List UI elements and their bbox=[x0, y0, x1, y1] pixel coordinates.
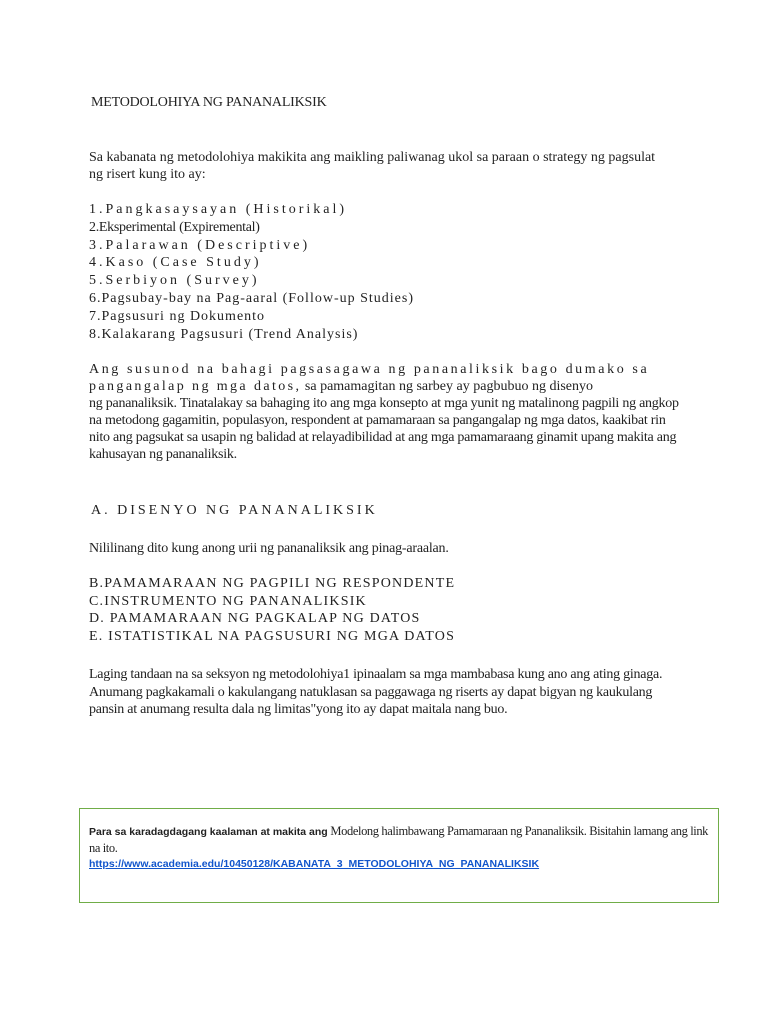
paragraph-text: ng pananaliksik. Tinatalakay sa bahaging ito ang mga konsepto at mga yunit ng matalinong pagpili ng angkop na metodong gagamitin, populasyon, respondent at pamamaraan sa pangangalap ng mga datos, kaakibat rin nito ang pagsukat sa usapin ng balidad at relayadibilidad at ang mga pamamaraang ginamit upang makita ang kahusayan ng pananaliksik. bbox=[89, 396, 679, 462]
section-heading: A. DISENYO NG PANANALIKSIK bbox=[91, 503, 378, 518]
reference-link[interactable]: https://www.academia.edu/10450128/KABANATA_3_METODOLOHIYA_NG_PANANALIKSIK bbox=[89, 858, 540, 870]
section-description: Nililinang dito kung anong urii ng pananaliksik ang pinag-araalan. bbox=[89, 541, 449, 556]
paragraph-line: Ang susunod na bahagi pagsasagawa ng pananaliksik bago dumako sa bbox=[89, 362, 650, 377]
list-item: 7.Pagsusuri ng Dokumento bbox=[89, 308, 266, 324]
list-item: 1.Pangkasaysayan (Historikal) bbox=[89, 202, 348, 217]
section-list bbox=[89, 575, 455, 645]
closing-paragraph: Laging tandaan na sa seksyon ng metodolohiya1 ipinaalam sa mga mambabasa kung ano ang ating ginaga. Anumang pagkakamali o kakulangang natuklasan sa paggawaga ng riserts ay dapat bigyan ng kaukulang pansin at anumang resulta dala ng limitas"yong ito ay dapat maitala nang buo. bbox=[89, 667, 663, 717]
list-item: 4.Kaso (Case Study) bbox=[89, 255, 262, 271]
list-item: 2.Eksperimental (Expiremental) bbox=[89, 219, 260, 235]
paragraph-fragment: sa pamamagitan ng sarbey ay pagbubuo ng disenyo bbox=[301, 379, 593, 394]
reference-box bbox=[79, 808, 719, 903]
page-title: METODOLOHIYA NG PANANALIKSIK bbox=[91, 95, 327, 110]
list-item: B.PAMAMARAAN NG PAGPILI NG RESPONDENTE bbox=[89, 576, 456, 591]
reference-plain-text: Modelong halimbawang Pamamaraan ng Pananaliksik. Bisitahin lamang ang link na ito. bbox=[89, 824, 709, 855]
list-item: 6.Pagsubay-bay na Pag-aaral (Follow-up Studies) bbox=[89, 290, 414, 306]
list-item: 3.Palarawan (Descriptive) bbox=[89, 237, 311, 253]
list-item: 8.Kalakarang Pagsusuri (Trend Analysis) bbox=[89, 326, 359, 342]
list-item: D. PAMAMARAAN NG PAGKALAP NG DATOS bbox=[89, 611, 421, 626]
body-paragraph bbox=[89, 361, 689, 463]
reference-bold-text: Para sa karadagdagang kaalaman at makita ang bbox=[89, 826, 328, 838]
list-item: 5.Serbiyon (Survey) bbox=[89, 273, 260, 289]
methods-list bbox=[89, 201, 414, 343]
paragraph-fragment: pangangalap ng mga datos, bbox=[89, 379, 302, 394]
intro-paragraph: Sa kabanata ng metodolohiya makikita ang maikling paliwanag ukol sa paraan o strategy ng pagsulat ng risert kung ito ay: bbox=[89, 150, 656, 182]
reference-text bbox=[89, 823, 714, 872]
list-item: C.INSTRUMENTO NG PANANALIKSIK bbox=[89, 593, 367, 609]
paragraph-line bbox=[89, 378, 689, 395]
list-item: E. ISTATISTIKAL NA PAGSUSURI NG MGA DATOS bbox=[89, 628, 456, 644]
